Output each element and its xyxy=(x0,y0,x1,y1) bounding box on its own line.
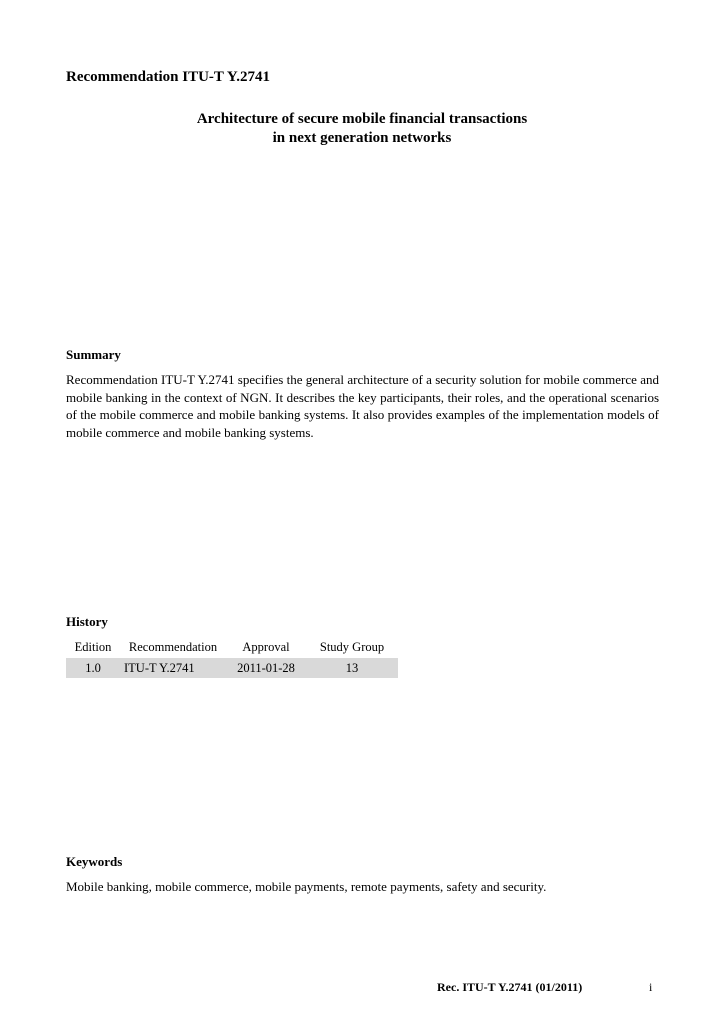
history-cell-study-group: 13 xyxy=(306,658,398,678)
history-column-approval: Approval xyxy=(242,640,290,654)
history-heading: History xyxy=(66,614,108,629)
history-table xyxy=(66,638,398,678)
history-table-header-row xyxy=(66,638,398,658)
document-title-line-2: in next generation networks xyxy=(272,130,452,146)
history-cell-recommendation: ITU-T Y.2741 xyxy=(120,658,226,678)
document-title-line-1: Architecture of secure mobile financial transactions xyxy=(196,111,528,127)
recommendation-heading: Recommendation ITU-T Y.2741 xyxy=(66,69,271,85)
document-title xyxy=(66,110,658,148)
keywords-text: Mobile banking, mobile commerce, mobile payments, remote payments, safety and security. xyxy=(66,879,547,894)
summary-text: Recommendation ITU-T Y.2741 specifies the general architecture of a security solution for mobile commerce and mobile banking in the context of NGN. It describes the key participants, their roles, and the operational scenarios of the mobile commerce and mobile banking systems. It also provides examples of the implementation models of mobile commerce and mobile banking systems. xyxy=(66,372,659,440)
history-column-recommendation: Recommendation xyxy=(128,640,218,654)
history-column-edition: Edition xyxy=(74,640,112,654)
history-cell-approval: 2011-01-28 xyxy=(226,658,306,678)
keywords-heading: Keywords xyxy=(66,854,123,869)
history-cell-edition: 1.0 xyxy=(66,658,120,678)
table-row xyxy=(66,658,398,678)
footer-page-number: i xyxy=(649,980,653,994)
footer-reference: Rec. ITU-T Y.2741 (01/2011) xyxy=(437,980,583,994)
summary-heading: Summary xyxy=(66,347,121,362)
history-column-study-group: Study Group xyxy=(319,640,385,654)
